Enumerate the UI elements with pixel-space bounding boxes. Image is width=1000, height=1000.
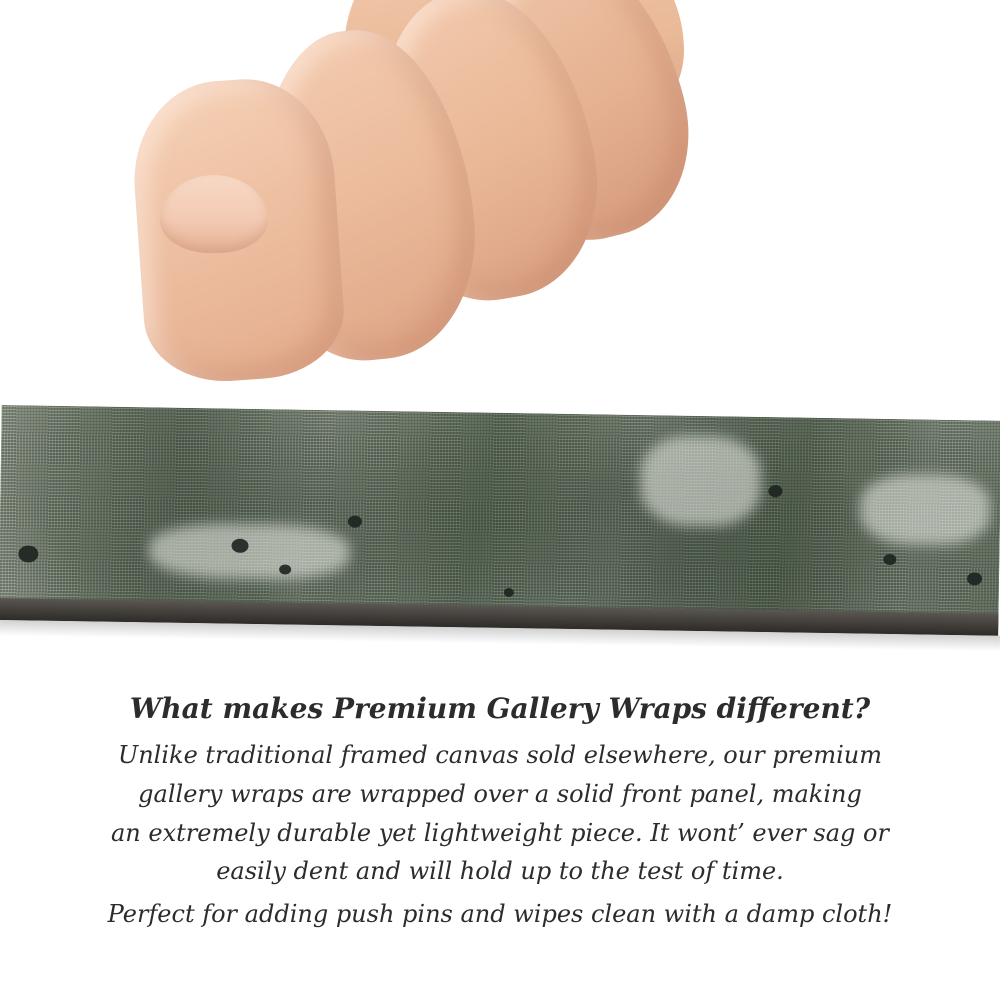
caption-line: easily dent and will hold up to the test of time. [216,857,784,886]
canvas-speck [279,564,291,574]
caption-final-line: Perfect for adding push pins and wipes clean with a damp cloth! [107,900,893,929]
caption-heading: What makes Premium Gallery Wraps different? [129,692,871,725]
canvas-speck [348,515,362,527]
canvas-speck [768,485,782,497]
canvas-wrap-edge [0,405,1000,636]
canvas-speck [504,588,514,597]
canvas-speck [883,554,896,565]
canvas-speck [231,539,248,553]
hand-pressing-canvas [108,0,668,430]
canvas-speck [967,572,982,585]
canvas-highlight [860,474,991,546]
caption-line: Unlike traditional framed canvas sold elsewhere, our premium [117,740,882,769]
caption-block [0,690,1000,934]
canvas-highlight [149,522,350,580]
caption-line: gallery wraps are wrapped over a solid front panel, making [138,779,862,808]
canvas-highlight [640,435,761,527]
caption-line: an extremely durable yet lightweight piece. It wont’ ever sag or [111,818,889,847]
caption-body [0,736,1000,934]
canvas-speck [18,545,38,562]
